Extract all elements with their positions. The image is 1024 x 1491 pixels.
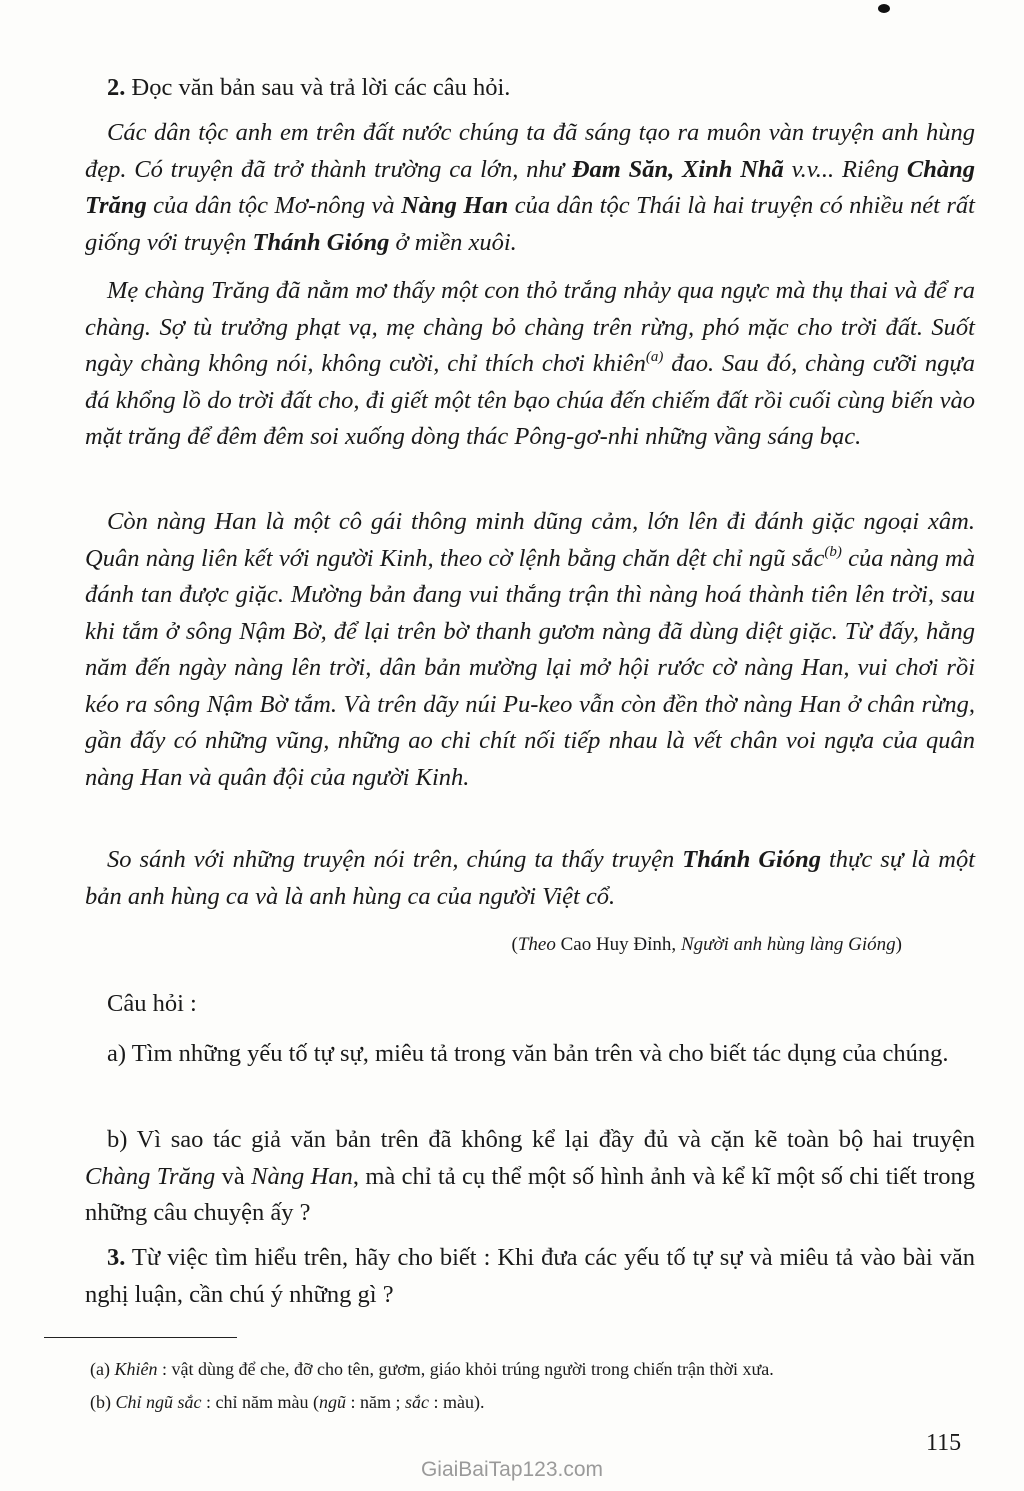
question-text: , mà chỉ tả cụ thể một số hình ảnh và kể kĩ một số chi tiết trong những câu chuyện ấy ? — [85, 1162, 975, 1226]
exercise-3-number: 3. — [107, 1244, 126, 1271]
footnote-term: Khiên — [114, 1359, 158, 1379]
question-b — [85, 1122, 975, 1232]
footnote-definition: : năm ; — [345, 1392, 405, 1412]
exercise-2-instruction: Đọc văn bản sau và trả lời các câu hỏi. — [131, 74, 511, 101]
title-nang-han: Nàng Han — [251, 1162, 353, 1190]
title-dam-san-xinh-nha: Đam Săn, Xinh Nhã — [571, 155, 784, 183]
exercise-3 — [85, 1240, 975, 1313]
passage-text: của dân tộc Thái là hai truyện có nhiều nét rất giống với truyện — [85, 192, 975, 256]
paren: ) — [895, 934, 902, 955]
source-theo: Theo — [517, 934, 556, 955]
footnote-ref-b: (b) — [824, 543, 842, 560]
source-author: Cao Huy Đỉnh, — [555, 934, 681, 955]
passage-paragraph-4 — [85, 842, 975, 915]
footnote-definition: : vật dùng để che, đỡ cho tên, gươm, giáo khỏi trúng người trong chiến trận thời xưa. — [157, 1359, 774, 1379]
footnote-mark: (a) — [90, 1359, 115, 1379]
footnote-a — [90, 1355, 980, 1383]
passage-text: Các dân tộc anh em trên đất nước chúng ta đã sáng tạo ra muôn vàn truyện anh hùng đẹp. Có truyện đã trở thành trường ca lớn, như — [85, 119, 975, 183]
passage-text: So sánh với những truyện nói trên, chúng ta thấy truyện — [107, 846, 683, 873]
footnote-definition: : màu). — [428, 1392, 485, 1412]
question-a: a) Tìm những yếu tố tự sự, miêu tả trong văn bản trên và cho biết tác dụng của chúng. — [107, 1040, 949, 1067]
passage-paragraph-2 — [85, 273, 975, 456]
passage-text: Còn nàng Han là một cô gái thông minh dũng cảm, lớn lên đi đánh giặc ngoại xâm. Quân nàng liên kết với người Kinh, theo cờ lệnh bằng chăn dệt chỉ ngũ sắc — [85, 508, 975, 572]
passage-text: v.v... Riêng — [783, 155, 907, 183]
paren: ( — [511, 934, 518, 955]
footnote-word: ngũ — [318, 1392, 346, 1412]
question-text: b) Vì sao tác giả văn bản trên đã không kể lại đầy đủ và cặn kẽ toàn bộ hai truyện — [107, 1126, 975, 1153]
title-chang-trang: Chàng Trăng — [85, 155, 975, 219]
footnote-definition: : chỉ năm màu ( — [201, 1392, 319, 1412]
footnote-mark: (b) — [90, 1392, 116, 1412]
footnote-divider — [44, 1337, 237, 1338]
title-thanh-giong: Thánh Gióng — [252, 228, 390, 256]
passage-text: ở miền xuôi. — [389, 228, 517, 256]
passage-paragraph-3 — [85, 504, 975, 796]
passage-paragraph-1 — [85, 115, 975, 261]
footnote-b — [90, 1388, 980, 1416]
passage-text: Mẹ chàng Trăng đã nằm mơ thấy một con thỏ trắng nhảy qua ngực mà thụ thai và để ra chàng. Sợ tù trưởng phạt vạ, mẹ chàng bỏ chàng trên rừng, phó mặc cho trời đất. Suốt ngày chàng không nói, không cười, chỉ thích chơi khiên — [85, 277, 975, 377]
footnote-word: sắc — [404, 1392, 429, 1412]
exercise-2-number: 2. — [107, 74, 126, 101]
title-thanh-giong: Thánh Gióng — [682, 846, 821, 873]
title-chang-trang: Chàng Trăng — [85, 1162, 216, 1190]
exercise-3-text: Từ việc tìm hiểu trên, hãy cho biết : Khi đưa các yếu tố tự sự và miêu tả vào bài văn nghị luận, cần chú ý những gì ? — [85, 1244, 975, 1308]
watermark: GiaiBaiTap123.com — [420, 1458, 604, 1481]
footnote-term: Chỉ ngũ sắc — [115, 1392, 202, 1412]
source-book-title: Người anh hùng làng Gióng — [680, 934, 896, 955]
page-number: 115 — [926, 1430, 962, 1456]
question-text: và — [215, 1162, 252, 1190]
title-nang-han: Nàng Han — [401, 192, 509, 219]
passage-text: của nàng mà đánh tan được giặc. Mường bản đang vui thắng trận thì nàng hoá thành tiên lên trời, sau khi tắm ở sông Nậm Bờ, để lại trên bờ thanh gươm nàng đã dùng diệt giặc. Từ đấy, hằng năm đến ngày nàng lên trời, dân bản mường lại mở hội rước cờ nàng Han, vui chơi rồi kéo ra sông Nậm Bờ tắm. Và trên dãy núi Pu-keo vẫn còn đền thờ nàng Han ở chân rừng, gần đấy có những vũng, những ao chi chít nối tiếp nhau là vết chân voi ngựa của quân nàng Han và quân đội của người Kinh. — [85, 544, 976, 791]
footnote-ref-a: (a) — [645, 349, 664, 365]
passage-text: của dân tộc Mơ-nông và — [146, 192, 402, 219]
passage-text: đao. Sau đó, chàng cưỡi ngựa đá khổng lồ do trời đất cho, đi giết một tên bạo chúa đến chiếm đất rồi cuối cùng biến vào mặt trăng để đêm đêm soi xuống dòng thác Pông-gơ-nhi những vầng sáng bạc. — [85, 350, 976, 450]
passage-text: thực sự là một bản anh hùng ca và là anh hùng ca của người Việt cổ. — [85, 846, 976, 910]
questions-label: Câu hỏi : — [107, 990, 197, 1017]
exercise-2-heading — [85, 70, 975, 107]
ink-dot — [878, 4, 890, 13]
source-citation — [512, 930, 902, 960]
